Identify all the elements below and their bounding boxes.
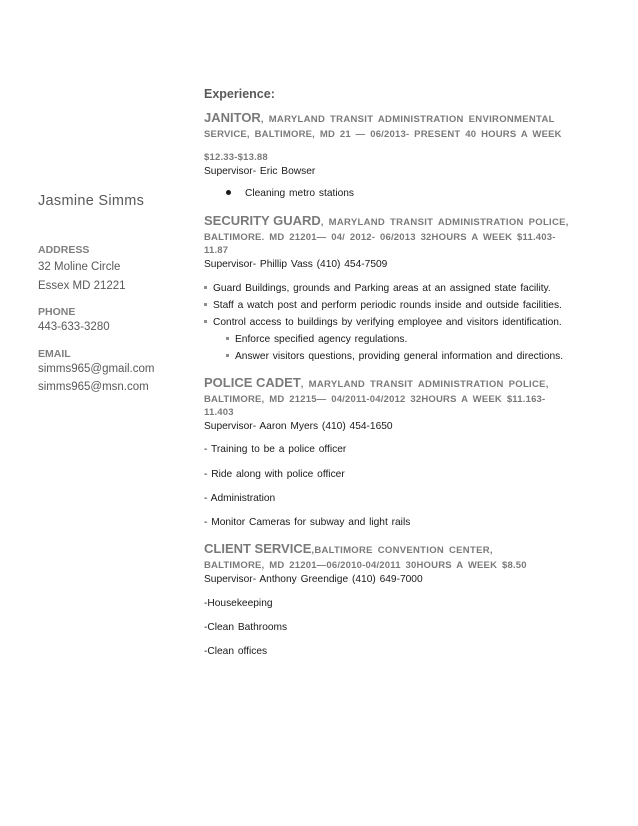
bullet-icon xyxy=(226,354,229,357)
job-title: SECURITY GUARD xyxy=(204,213,321,228)
duty-item: -Clean offices xyxy=(204,646,268,657)
list-item: Staff a watch post and perform periodic rounds inside and outside facilities. xyxy=(204,300,562,311)
job-supervisor: Supervisor- Aaron Myers (410) 454-1650 xyxy=(204,421,393,432)
job-title: POLICE CADET xyxy=(204,375,301,390)
candidate-name: Jasmine Simms xyxy=(38,193,145,209)
job-title: CLIENT SERVICE xyxy=(204,541,312,556)
job-title: JANITOR xyxy=(204,110,261,125)
job-details: BALTIMORE, MD 21201—06/2010-04/2011 30HOURS A WEEK $8.50 xyxy=(204,560,527,571)
job-police-cadet-header xyxy=(204,374,549,392)
bullet-icon xyxy=(226,190,231,195)
bullet-icon xyxy=(226,337,229,340)
email-label: EMAIL xyxy=(38,348,71,360)
job-employer: , MARYLAND TRANSIT ADMINISTRATION ENVIRONMENTAL xyxy=(260,114,555,125)
address-line2: Essex MD 21221 xyxy=(38,280,126,292)
job-supervisor: Supervisor- Eric Bowser xyxy=(204,166,316,177)
address-line1: 32 Moline Circle xyxy=(38,261,121,273)
bullet-icon xyxy=(204,303,207,306)
list-item: Guard Buildings, grounds and Parking areas at an assigned state facility. xyxy=(204,283,551,294)
email-address-secondary[interactable]: simms965@msn.com xyxy=(38,381,149,393)
duty-item: - Ride along with police officer xyxy=(204,469,345,480)
job-pay: 11.403 xyxy=(204,407,234,418)
address-label: ADDRESS xyxy=(38,244,90,256)
job-supervisor: Supervisor- Phillip Vass (410) 454-7509 xyxy=(204,259,388,270)
bullet-icon xyxy=(204,320,207,323)
phone-number[interactable]: 443-633-3280 xyxy=(38,321,110,333)
job-client-service-header xyxy=(204,540,493,558)
phone-label: PHONE xyxy=(38,306,76,318)
duty-item: - Administration xyxy=(204,493,276,504)
bullet-icon xyxy=(204,286,207,289)
duty-item: -Housekeeping xyxy=(204,598,273,609)
list-item: Cleaning metro stations xyxy=(226,188,354,199)
duty-item: - Training to be a police officer xyxy=(204,444,347,455)
job-details: BALTIMORE, MD 21215— 04/2011-04/2012 32HOURS A WEEK $11.163- xyxy=(204,394,546,405)
job-janitor-header xyxy=(204,109,555,127)
job-security-guard-header xyxy=(204,212,569,230)
job-details: SERVICE, BALTIMORE, MD 21 — 06/2013- PRESENT 40 HOURS A WEEK xyxy=(204,129,562,140)
job-pay: 11.87 xyxy=(204,245,229,256)
list-item: Control access to buildings by verifying employee and visitors identification. xyxy=(204,317,562,328)
job-employer: ,BALTIMORE CONVENTION CENTER, xyxy=(311,545,493,556)
experience-heading: Experience: xyxy=(204,87,275,101)
sub-list-item: Enforce specified agency regulations. xyxy=(226,334,407,345)
job-pay: $12.33-$13.88 xyxy=(204,152,268,163)
job-employer: , MARYLAND TRANSIT ADMINISTRATION POLICE, xyxy=(300,379,549,390)
email-address-primary[interactable]: simms965@gmail.com xyxy=(38,363,155,375)
sub-list-item: Answer visitors questions, providing general information and directions. xyxy=(226,351,563,362)
job-supervisor: Supervisor- Anthony Greendige (410) 649-7000 xyxy=(204,574,423,585)
job-employer: , MARYLAND TRANSIT ADMINISTRATION POLICE, xyxy=(320,217,569,228)
job-details: BALTIMORE. MD 21201— 04/ 2012- 06/2013 32HOURS A WEEK $11.403- xyxy=(204,232,556,243)
duty-item: - Monitor Cameras for subway and light rails xyxy=(204,517,411,528)
duty-item: -Clean Bathrooms xyxy=(204,622,288,633)
